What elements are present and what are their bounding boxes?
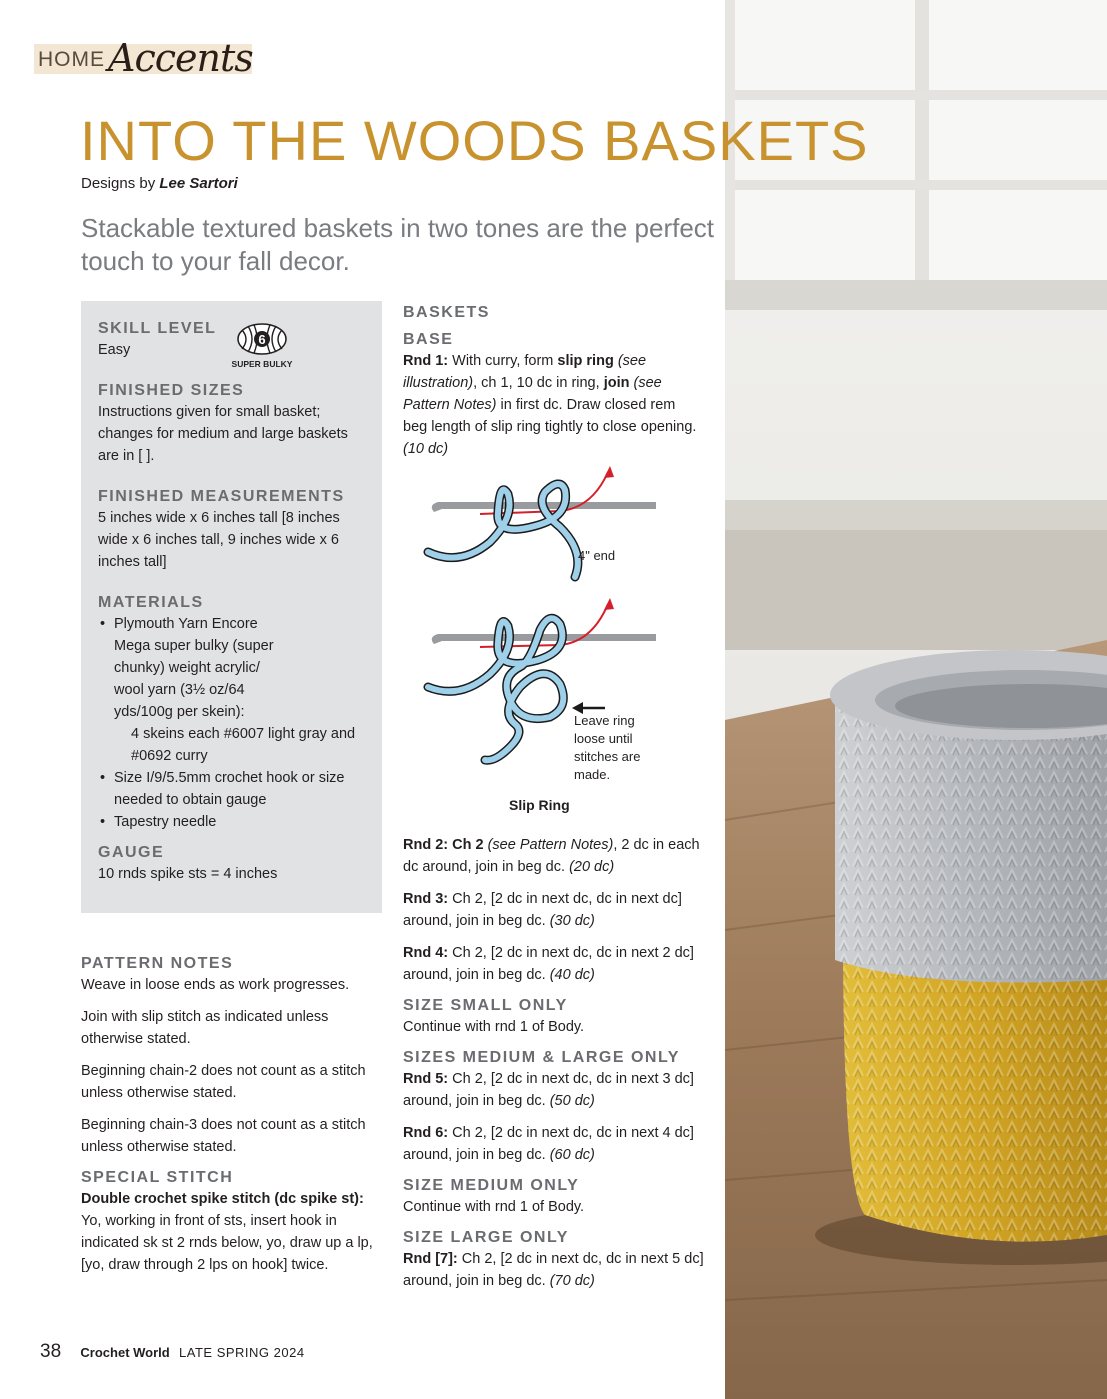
diagram-note-line: loose until (574, 731, 633, 746)
material-yarn-detail: 4 skeins each #6007 light gray and #0692 curry (131, 726, 356, 764)
round-7: Rnd [7]: Ch 2, [2 dc in next dc, dc in next 5 dc] around, join in beg dc. (70 dc) (403, 1251, 704, 1289)
round-2: Rnd 2: Ch 2 (see Pattern Notes), 2 dc in each dc around, join in beg dc. (20 dc) (403, 837, 700, 875)
arrow-icon (604, 466, 614, 478)
diagram-end-label: 4" end (578, 548, 616, 563)
intro-text: Stackable textured baskets in two tones are the perfect touch to your fall decor. (81, 213, 715, 276)
baskets-instructions (403, 303, 703, 460)
round-6: Rnd 6: Ch 2, [2 dc in next dc, dc in next 4 dc] around, join in beg dc. (60 dc) (403, 1125, 694, 1163)
slip-ring-diagram (420, 462, 680, 822)
size-medium-text: Continue with rnd 1 of Body. (403, 1199, 585, 1215)
material-hook: • Size I/9/5.5mm crochet hook or size needed to obtain gauge (98, 767, 366, 811)
base-heading: BASE (403, 331, 454, 348)
diagram-note-line: stitches are (574, 749, 641, 764)
skill-level-value: Easy (98, 342, 131, 358)
yarn-weight-number: 6 (258, 332, 266, 347)
page-number: 38 (40, 1341, 62, 1362)
special-stitch-text: Double crochet spike stitch (dc spike st): Yo, working in front of sts, insert hook in indicated sk st 2 rnds below, yo, draw up a lp, [yo, draw through 2 lps on hook] twice. (81, 1191, 373, 1273)
gauge-heading: GAUGE (98, 844, 165, 861)
issue-name: LATE SPRING 2024 (179, 1345, 305, 1360)
skill-level-heading: SKILL LEVEL (98, 320, 217, 337)
finished-sizes-text: Instructions given for small basket; changes for medium and large baskets are in [ ]. (98, 404, 348, 464)
yarn-weight-icon (231, 322, 293, 370)
basket-photo (725, 0, 1107, 1399)
pattern-notes-heading: PATTERN NOTES (81, 955, 234, 972)
note-item: Beginning chain-2 does not count as a stitch unless otherwise stated. (81, 1063, 366, 1101)
round-5: Rnd 5: Ch 2, [2 dc in next dc, dc in next 3 dc] around, join in beg dc. (50 dc) (403, 1071, 694, 1109)
diagram-note-line: Leave ring (574, 713, 635, 728)
gauge-text: 10 rnds spike sts = 4 inches (98, 866, 278, 882)
author-name: Lee Sartori (159, 175, 238, 192)
section-label: HOME (38, 48, 105, 71)
byline-prefix: Designs by (81, 175, 156, 192)
pattern-info-box (81, 301, 382, 913)
article-title: INTO THE WOODS BASKETS (80, 109, 869, 172)
round-4: Rnd 4: Ch 2, [2 dc in next dc, dc in next 2 dc] around, join in beg dc. (40 dc) (403, 945, 694, 983)
finished-sizes-heading: FINISHED SIZES (98, 382, 245, 399)
measurements-text: 5 inches wide x 6 inches tall [8 inches wide x 6 inches tall, 9 inches wide x 6 inches tall] (98, 510, 340, 570)
round-1: Rnd 1: With curry, form slip ring (see illustration), ch 1, 10 dc in ring, join (see Pattern Notes) in first dc. Draw closed rem beg length of slip ring tightly to close opening. (10 dc) (403, 353, 697, 457)
byline (81, 175, 238, 192)
size-large-heading: SIZE LARGE ONLY (403, 1229, 569, 1246)
page-footer (40, 1341, 305, 1363)
diagram-caption: Slip Ring (509, 797, 570, 813)
round-3: Rnd 3: Ch 2, [2 dc in next dc, dc in next dc] around, join in beg dc. (30 dc) (403, 891, 682, 929)
material-needle: • Tapestry needle (98, 811, 366, 833)
note-item: Weave in loose ends as work progresses. (81, 977, 350, 993)
note-item: Join with slip stitch as indicated unless otherwise stated. (81, 1009, 329, 1047)
size-medium-large-heading: SIZES MEDIUM & LARGE ONLY (403, 1049, 680, 1066)
note-item: Beginning chain-3 does not count as a stitch unless otherwise stated. (81, 1117, 366, 1155)
magazine-name: Crochet World (80, 1345, 170, 1360)
size-small-heading: SIZE SMALL ONLY (403, 997, 568, 1014)
size-medium-heading: SIZE MEDIUM ONLY (403, 1177, 580, 1194)
yarn-weight-label: SUPER BULKY (231, 359, 293, 369)
size-small-text: Continue with rnd 1 of Body. (403, 1019, 585, 1035)
material-yarn: • Plymouth Yarn Encore Mega super bulky (super chunky) weight acrylic/ wool yarn (3½ oz/64 yds/100g per skein): (98, 613, 278, 723)
pattern-notes (81, 954, 381, 1286)
section-tag (34, 36, 253, 80)
baskets-heading: BASKETS (403, 304, 490, 321)
baskets-instructions-continued (403, 834, 708, 1302)
measurements-heading: FINISHED MEASUREMENTS (98, 488, 345, 505)
materials-heading: MATERIALS (98, 594, 204, 611)
diagram-note-line: made. (574, 767, 611, 782)
special-stitch-heading: SPECIAL STITCH (81, 1169, 234, 1186)
section-script-label: Accents (108, 36, 253, 80)
